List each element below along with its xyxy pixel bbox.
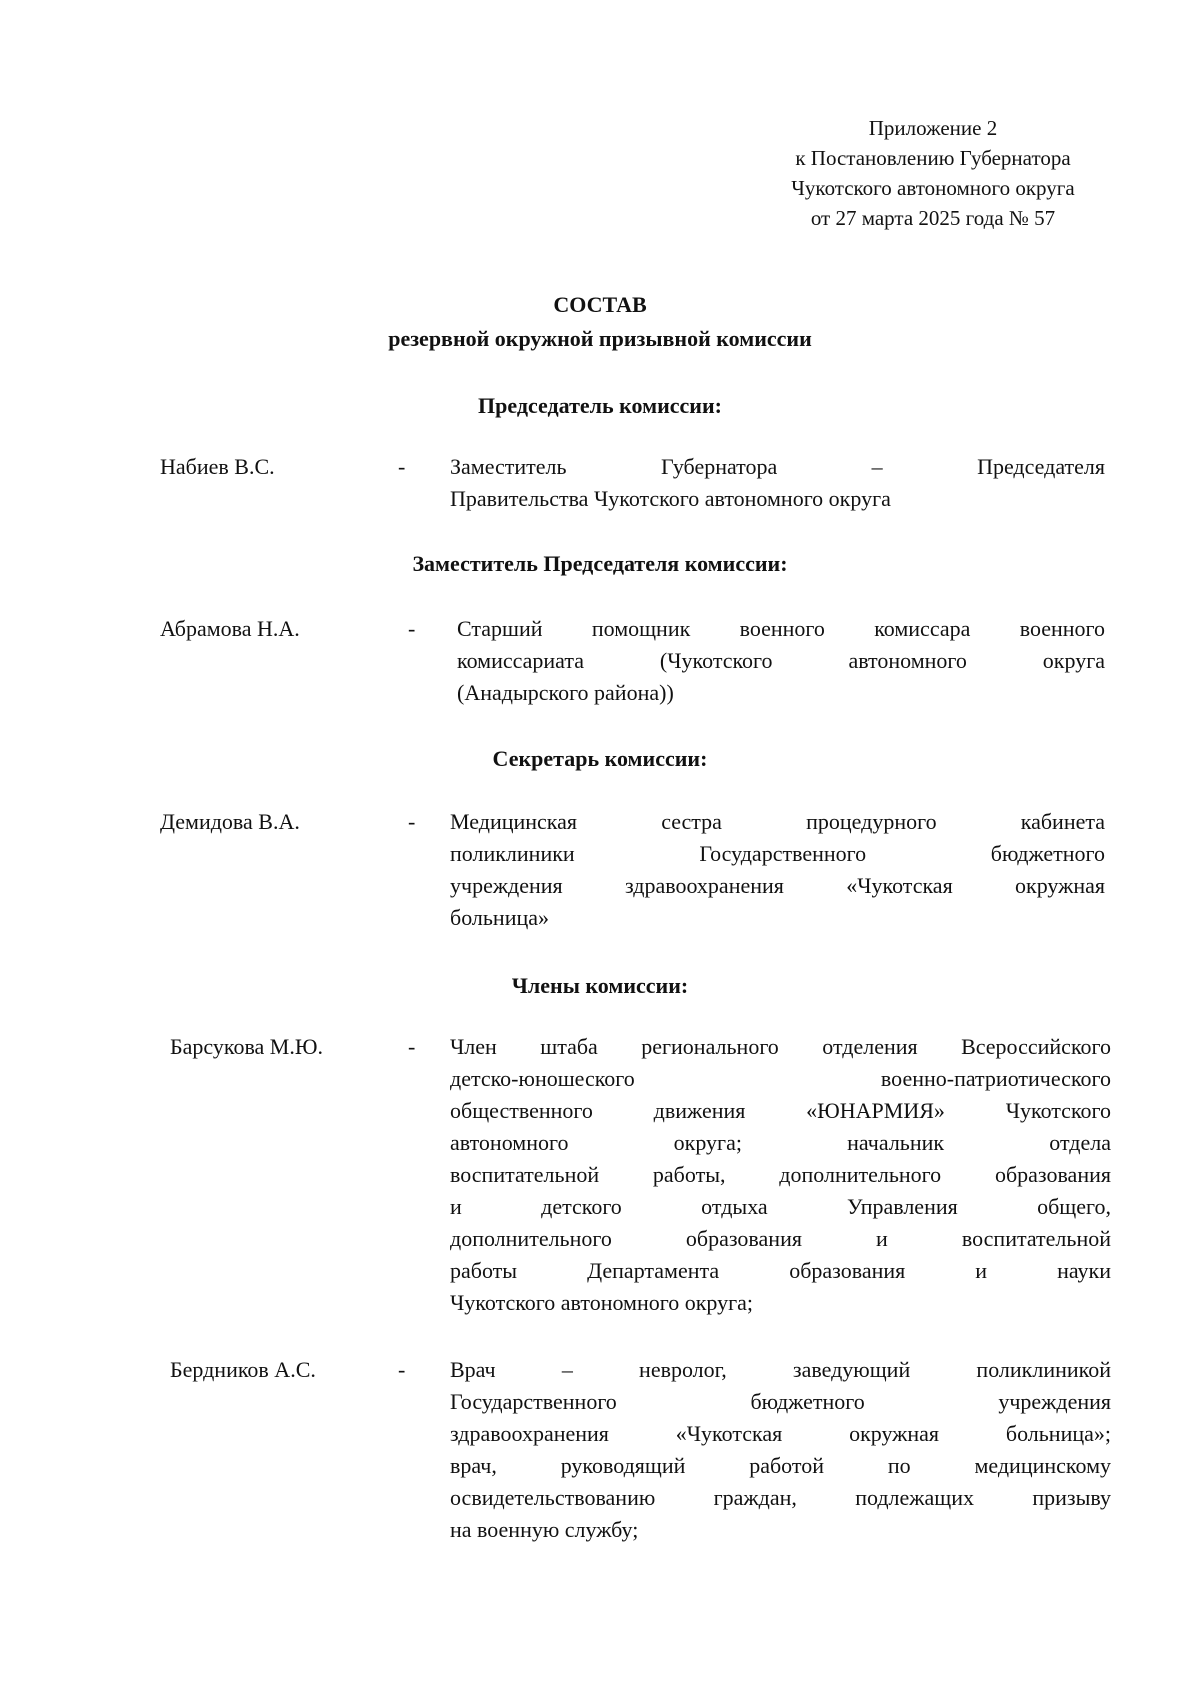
description-line: работы Департамента образования и науки bbox=[450, 1258, 1111, 1283]
description-line: Медицинская сестра процедурного кабинета bbox=[450, 809, 1105, 834]
description-line: здравоохранения «Чукотская окружная больница»; bbox=[450, 1421, 1111, 1446]
description-line: больница» bbox=[450, 905, 549, 930]
description-line: Заместитель Губернатора – Председателя bbox=[450, 454, 1105, 479]
annex-block bbox=[738, 113, 1128, 233]
document-title: СОСТАВ bbox=[553, 292, 647, 317]
description-line: Государственного бюджетного учреждения bbox=[450, 1389, 1111, 1414]
description-line: воспитательной работы, дополнительного образования bbox=[450, 1162, 1111, 1187]
section-heading-members: Члены комиссии: bbox=[511, 973, 689, 998]
member-name: Бердников А.С. bbox=[170, 1357, 316, 1382]
description-line: и детского отдыха Управления общего, bbox=[450, 1194, 1111, 1219]
member-dash: - bbox=[408, 809, 416, 834]
annex-line: к Постановлению Губернатора bbox=[795, 146, 1071, 170]
member-name: Барсукова М.Ю. bbox=[170, 1034, 323, 1059]
section-heading-secretary: Секретарь комиссии: bbox=[492, 746, 708, 771]
member-description bbox=[457, 613, 1105, 709]
section-heading-chairman: Председатель комиссии: bbox=[478, 393, 722, 418]
member-description bbox=[450, 451, 1105, 515]
description-line: комиссариата (Чукотского автономного округа bbox=[457, 648, 1105, 673]
description-line: дополнительного образования и воспитательной bbox=[450, 1226, 1111, 1251]
description-line: (Анадырского района)) bbox=[457, 680, 674, 705]
description-line: врач, руководящий работой по медицинскому bbox=[450, 1453, 1111, 1478]
description-line: автономного округа; начальник отдела bbox=[450, 1130, 1111, 1155]
description-line: на военную службу; bbox=[450, 1517, 639, 1542]
description-line: Член штаба регионального отделения Всероссийского bbox=[450, 1034, 1111, 1059]
member-description bbox=[450, 1031, 1111, 1319]
section-heading-deputy: Заместитель Председателя комиссии: bbox=[412, 551, 788, 576]
member-name: Абрамова Н.А. bbox=[160, 616, 300, 641]
member-description bbox=[450, 1354, 1111, 1546]
member-dash: - bbox=[398, 1357, 406, 1382]
member-description bbox=[450, 806, 1105, 934]
document-subtitle: резервной окружной призывной комиссии bbox=[388, 326, 812, 351]
description-line: Правительства Чукотского автономного округа bbox=[450, 486, 891, 511]
annex-line: от 27 марта 2025 года № 57 bbox=[810, 206, 1056, 230]
description-line: Старший помощник военного комиссара военного bbox=[457, 616, 1105, 641]
description-line: общественного движения «ЮНАРМИЯ» Чукотского bbox=[450, 1098, 1111, 1123]
member-name: Демидова В.А. bbox=[160, 809, 300, 834]
description-line: Врач – невролог, заведующий поликлиникой bbox=[450, 1357, 1111, 1382]
member-dash: - bbox=[398, 454, 406, 479]
annex-line: Приложение 2 bbox=[868, 116, 998, 140]
annex-line: Чукотского автономного округа bbox=[791, 176, 1075, 200]
description-line: Чукотского автономного округа; bbox=[450, 1290, 754, 1315]
description-line: поликлиники Государственного бюджетного bbox=[450, 841, 1105, 866]
member-dash: - bbox=[408, 1034, 416, 1059]
description-line: детско-юношеского военно-патриотического bbox=[450, 1066, 1111, 1091]
member-name: Набиев В.С. bbox=[160, 454, 275, 479]
member-dash: - bbox=[408, 616, 416, 641]
description-line: освидетельствованию граждан, подлежащих призыву bbox=[450, 1485, 1111, 1510]
description-line: учреждения здравоохранения «Чукотская окружная bbox=[450, 873, 1105, 898]
